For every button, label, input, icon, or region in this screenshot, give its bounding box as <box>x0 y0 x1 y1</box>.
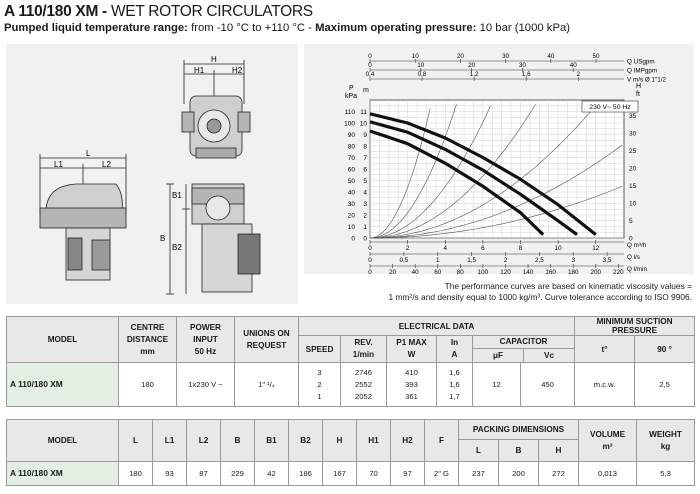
bottom-tick-label: 4 <box>443 245 448 252</box>
cell-B1: 42 <box>255 462 289 486</box>
col-H1: H1 <box>357 420 391 462</box>
col-pack-H: H <box>539 440 579 462</box>
pressure-label: Maximum operating pressure: <box>315 22 477 34</box>
y-mid-tick: 2 <box>363 212 367 220</box>
cell-in <box>437 363 473 407</box>
cell-centre: 180 <box>119 363 177 407</box>
col-packing: PACKING DIMENSIONS <box>459 420 579 440</box>
top-tick-label: 20 <box>456 53 464 60</box>
bottom-tick-label: 120 <box>500 269 511 274</box>
top-tick-label: 1,6 <box>521 71 531 78</box>
h-in-1: In <box>450 338 459 347</box>
y-left-tick: 30 <box>347 201 355 208</box>
h-centre-3: mm <box>140 346 155 356</box>
y-right-tick: 15 <box>629 182 637 190</box>
y-left-tick: 100 <box>344 120 355 128</box>
dim-B2-label: B2 <box>172 243 182 252</box>
p1-1: 361 <box>405 391 418 401</box>
col-L1: L1 <box>153 420 187 462</box>
y-left-tick: 20 <box>347 212 355 220</box>
bottom-tick-label: 10 <box>554 245 562 252</box>
y-right-tick: 35 <box>629 112 637 120</box>
cell-L1: 93 <box>153 462 187 486</box>
bottom-tick-label: 180 <box>567 269 579 274</box>
top-tick-label: 0 <box>368 62 372 69</box>
dim-H2-label: H2 <box>232 66 243 75</box>
pump-end-view <box>166 184 260 294</box>
col-H: H <box>323 420 357 462</box>
y-left-tick: 0 <box>351 235 355 243</box>
col-t: t° <box>575 336 635 363</box>
speed-3: 3 <box>317 367 322 377</box>
bottom-tick-label: 100 <box>477 269 489 274</box>
dim-B-label: B <box>160 234 166 243</box>
bottom-tick-label: 2 <box>405 245 410 252</box>
note-line-2: 1 mm²/s and density equal to 1000 kg/m³. Curve tolerance according to ISO 9906. <box>388 292 692 302</box>
top-tick-label: 40 <box>547 53 555 60</box>
cell-B: 229 <box>221 462 255 486</box>
dim-L-label: L <box>86 149 91 158</box>
y-mid-tick: 0 <box>363 235 367 243</box>
y-left-tick: 110 <box>344 109 355 116</box>
cell-t: m.c.w. <box>575 363 635 407</box>
product-type: WET ROTOR CIRCULATORS <box>110 3 313 20</box>
dimension-drawing <box>6 44 298 304</box>
note-line-1: The performance curves are based on kinematic viscosity values = <box>444 281 692 291</box>
bottom-tick-label: 160 <box>545 269 556 274</box>
bottom-tick-label: 220 <box>613 269 624 274</box>
h-p1-1: P1 MAX <box>396 338 427 347</box>
model-name: A 110/180 XM - <box>4 3 107 20</box>
y-right-unit-top: H <box>636 83 642 90</box>
capacitor-subheaders <box>473 349 574 362</box>
cell-power: 1x230 V ~ <box>177 363 235 407</box>
bottom-tick-label: 3,5 <box>602 257 612 264</box>
y-right-tick: 5 <box>629 217 633 225</box>
cell-L2: 87 <box>187 462 221 486</box>
table-row <box>7 363 695 407</box>
rev-1: 2052 <box>355 391 372 401</box>
h-uf: μF <box>473 349 524 362</box>
bottom-tick-label: 1 <box>435 257 440 264</box>
bottom-tick-label: 1,5 <box>467 257 476 264</box>
col-pack-B: B <box>499 440 539 462</box>
col-H2: H2 <box>391 420 425 462</box>
y-mid-tick: 9 <box>363 132 367 139</box>
page-title <box>4 3 313 21</box>
y-left-unit-top: P <box>349 85 354 92</box>
bottom-tick-label: 60 <box>434 269 442 274</box>
cell-pack-H: 272 <box>539 462 579 486</box>
y-mid-tick: 10 <box>359 120 367 128</box>
electrical-data-table <box>6 316 695 407</box>
bottom-axis-label: Q l/s <box>627 254 640 261</box>
subtitle <box>4 22 570 34</box>
h-power-2: 50 Hz <box>194 346 217 356</box>
cell-uf: 12 <box>473 363 521 407</box>
y-right-tick: 25 <box>629 147 637 155</box>
in-1: 1,7 <box>449 391 460 401</box>
top-tick-label: 0,4 <box>365 71 375 78</box>
h-capacitor: CAPACITOR <box>473 336 574 349</box>
y-left-tick: 10 <box>347 224 355 231</box>
cell-pack-L: 237 <box>459 462 499 486</box>
top-tick-label: 30 <box>502 53 510 60</box>
speed-1: 1 <box>317 391 322 401</box>
y-mid-tick: 5 <box>363 178 367 185</box>
bottom-tick-label: 0,5 <box>399 257 409 264</box>
h-rev-2: 1/min <box>352 350 375 359</box>
y-right-tick: 30 <box>629 130 637 138</box>
dim-H1-label: H1 <box>194 66 205 75</box>
cell-volume: 0,013 <box>579 462 637 486</box>
y-left-unit-bottom: kPa <box>345 93 358 100</box>
pump-drawing <box>6 44 298 304</box>
top-tick-label: 2 <box>576 71 581 78</box>
top-tick-label: 0,8 <box>417 71 427 78</box>
dim-B1-label: B1 <box>172 191 182 200</box>
col-F: F <box>425 420 459 462</box>
y-left-tick: 80 <box>347 143 355 151</box>
y-mid-tick: 1 <box>363 224 367 231</box>
h-in-2: A <box>451 350 458 359</box>
cell-unions: 1" ¹/₄ <box>235 363 299 407</box>
bottom-tick-label: 40 <box>411 269 419 274</box>
col-min-suction: MINIMUM SUCTION PRESSURE <box>575 317 695 336</box>
col-pack-L: L <box>459 440 499 462</box>
col-unions <box>235 317 299 363</box>
bottom-axis-label: Q l/min <box>627 266 647 273</box>
temp-value: from -10 °C to +110 °C - <box>191 22 312 34</box>
col-p1 <box>387 336 437 363</box>
col-volume <box>579 420 637 462</box>
bottom-tick-label: 6 <box>481 245 485 252</box>
top-tick-label: 50 <box>592 53 600 60</box>
top-tick-label: 10 <box>417 62 425 69</box>
bottom-tick-label: 2 <box>503 257 508 264</box>
cell-H: 167 <box>323 462 357 486</box>
bottom-axis-label: Q m³/h <box>627 242 647 249</box>
y-right-tick: 0 <box>629 235 633 243</box>
cell-model: A 110/180 XM <box>7 363 119 407</box>
top-axis-label: Q IMPgpm <box>627 67 658 75</box>
col-capacitor <box>473 336 575 363</box>
performance-chart-panel <box>304 44 694 274</box>
cell-suction: 2,5 <box>635 363 695 407</box>
col-B1: B1 <box>255 420 289 462</box>
bottom-tick-label: 80 <box>456 269 464 274</box>
bottom-tick-label: 140 <box>522 269 534 274</box>
y-left-tick: 70 <box>347 155 355 162</box>
bottom-tick-label: 20 <box>389 269 397 274</box>
col-B: B <box>221 420 255 462</box>
h-unions-2: REQUEST <box>246 340 287 350</box>
top-tick-label: 10 <box>411 53 419 60</box>
col-model: MODEL <box>7 317 119 363</box>
h-volume-1: VOLUME <box>590 429 626 439</box>
p1-3: 410 <box>405 367 418 377</box>
top-tick-label: 20 <box>468 62 476 69</box>
col-L: L <box>119 420 153 462</box>
col-speed: SPEED <box>299 336 341 363</box>
dim-L2-label: L2 <box>102 160 111 169</box>
bottom-tick-label: 8 <box>518 245 523 252</box>
dim-H-label: H <box>211 55 217 64</box>
h-vc: Vc <box>544 351 555 360</box>
h-weight-2: kg <box>660 441 671 451</box>
col-weight <box>637 420 695 462</box>
top-tick-label: 1,2 <box>469 71 479 78</box>
cell-p1 <box>387 363 437 407</box>
bottom-tick-label: 3 <box>571 257 575 264</box>
in-3: 1,6 <box>449 367 460 377</box>
bottom-tick-label: 12 <box>592 245 600 252</box>
y-left-tick: 60 <box>347 166 355 174</box>
col-model-2: MODEL <box>7 420 119 462</box>
col-rev <box>341 336 387 363</box>
rev-2: 2552 <box>355 379 372 389</box>
col-B2: B2 <box>289 420 323 462</box>
y-right-unit-bottom: ft <box>636 91 640 98</box>
y-mid-tick: 3 <box>363 201 367 208</box>
pump-side-view <box>40 154 126 280</box>
cell-F: 2" G <box>425 462 459 486</box>
h-unions-1: UNIONS ON <box>243 328 290 338</box>
y-mid-tick: 4 <box>363 189 367 197</box>
cell-pack-B: 200 <box>499 462 539 486</box>
cell-L: 180 <box>119 462 153 486</box>
p1-2: 393 <box>405 379 418 389</box>
pressure-value: 10 bar (1000 kPa) <box>479 22 571 34</box>
cell-model-2: A 110/180 XM <box>7 462 119 486</box>
col-electrical-data: ELECTRICAL DATA <box>299 317 575 336</box>
y-mid-tick: 11 <box>360 109 367 116</box>
h-power-1: POWER INPUT <box>190 322 221 344</box>
cell-revs <box>341 363 387 407</box>
h-weight-1: WEIGHT <box>649 429 682 439</box>
y-mid-tick: 8 <box>363 143 367 151</box>
y-right-tick: 10 <box>629 200 637 208</box>
dimensions-table <box>6 419 695 486</box>
bottom-tick-label: 0 <box>368 257 372 264</box>
cell-speeds <box>299 363 341 407</box>
dim-L1-label: L1 <box>54 160 63 169</box>
h-centre-1: CENTRE <box>130 322 165 332</box>
table-row <box>7 462 695 486</box>
top-axis-label: Q USgpm <box>627 58 655 66</box>
col-90: 90 ° <box>635 336 695 363</box>
bottom-tick-label: 200 <box>590 269 602 274</box>
performance-chart <box>304 44 694 274</box>
y-right-tick: 20 <box>629 165 637 173</box>
speed-2: 2 <box>317 379 322 389</box>
cell-H2: 97 <box>391 462 425 486</box>
bottom-tick-label: 0 <box>368 245 372 252</box>
rev-3: 2746 <box>355 367 372 377</box>
cell-vc: 450 <box>521 363 575 407</box>
y-left-tick: 40 <box>347 189 355 197</box>
bottom-tick-label: 0 <box>368 269 372 274</box>
col-power-input <box>177 317 235 363</box>
legend-text: 230 V~ 50 Hz <box>589 104 631 111</box>
curve-note <box>388 281 692 303</box>
col-L2: L2 <box>187 420 221 462</box>
top-tick-label: 40 <box>569 62 577 69</box>
bottom-tick-label: 2,5 <box>534 257 544 264</box>
top-tick-label: 30 <box>518 62 526 69</box>
col-in <box>437 336 473 363</box>
y-mid-unit: m <box>363 87 369 94</box>
cell-H1: 70 <box>357 462 391 486</box>
y-mid-tick: 6 <box>363 166 367 174</box>
cell-weight: 5,3 <box>637 462 695 486</box>
top-axis-label: V m/s Ø 1"1/2 <box>627 76 666 84</box>
temp-label: Pumped liquid temperature range: <box>4 22 188 34</box>
y-mid-tick: 7 <box>363 155 367 162</box>
cell-B2: 186 <box>289 462 323 486</box>
h-p1-2: W <box>407 350 416 359</box>
h-rev-1: REV. <box>354 338 373 347</box>
in-2: 1,6 <box>449 379 460 389</box>
y-left-tick: 90 <box>347 132 355 139</box>
top-tick-label: 0 <box>368 53 372 60</box>
h-volume-2: m³ <box>602 441 613 451</box>
h-centre-2: DISTANCE <box>126 334 169 344</box>
col-centre-distance <box>119 317 177 363</box>
y-left-tick: 50 <box>347 178 355 185</box>
